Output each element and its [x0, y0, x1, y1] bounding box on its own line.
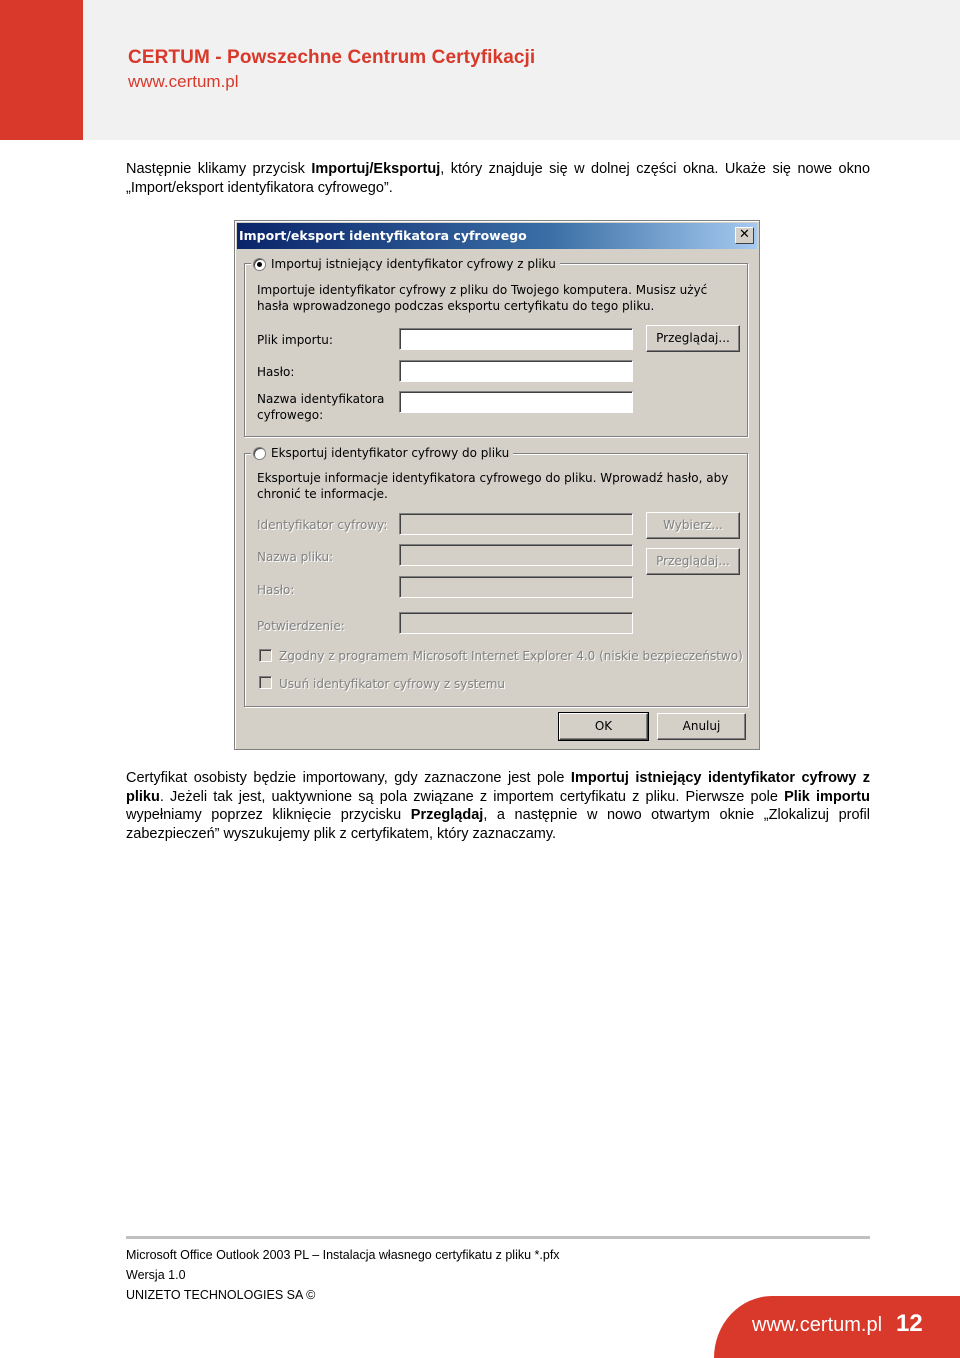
explanation-paragraph: [126, 769, 870, 843]
para2-text-2: . Jeżeli tak jest, uaktywnione są pola związane z importem certyfikatu z pliku. Pierwsze pole: [159, 788, 785, 805]
intro-paragraph: [126, 160, 870, 197]
export-confirm-label: Potwierdzenie:: [257, 619, 345, 633]
ie4-compat-checkbox: [259, 649, 272, 662]
export-radio-option[interactable]: [251, 446, 513, 460]
footer-corner-url: www.certum.pl: [752, 1314, 883, 1336]
export-password-field: [399, 576, 633, 598]
para2-text-4: , a następnie w nowo otwartym oknie „Zlokalizuj profil zabezpieczeń” wyszukujemy plik z certyfikatem, który zaznaczamy.: [126, 807, 870, 842]
export-id-label: Identyfikator cyfrowy:: [257, 518, 388, 532]
dialog-titlebar: [237, 223, 757, 249]
import-password-label: Hasło:: [257, 365, 295, 379]
footer-copyright: UNIZETO TECHNOLOGIES SA ©: [126, 1288, 316, 1302]
import-radio-label[interactable]: Importuj istniejący identyfikator cyfrowy z pliku: [271, 257, 556, 271]
footer-divider: [126, 1236, 870, 1239]
export-browse-button: Przeglądaj...: [646, 548, 740, 575]
page-header: [0, 0, 960, 140]
export-radio-label[interactable]: Eksportuj identyfikator cyfrowy do pliku: [271, 446, 510, 460]
export-filename-field: [399, 544, 633, 566]
import-name-label-1: Nazwa identyfikatora: [257, 392, 385, 406]
brand-url: www.certum.pl: [128, 72, 239, 91]
import-file-field[interactable]: [399, 328, 633, 350]
radio-unselected-icon[interactable]: [253, 447, 266, 460]
close-icon[interactable]: ✕: [735, 227, 754, 244]
import-radio-option[interactable]: [251, 257, 560, 271]
dialog-title: Import/eksport identyfikatora cyfrowego: [239, 228, 527, 243]
export-confirm-field: [399, 612, 633, 634]
export-description-2: chronić te informacje.: [257, 487, 388, 501]
para2-text-3: wypełniamy poprzez kliknięcie przycisku: [126, 807, 411, 823]
export-password-label: Hasło:: [257, 583, 295, 597]
para2-bold-1: Importuj istniejący identyfikator cyfrowy z pliku: [126, 770, 871, 805]
import-file-label: Plik importu:: [257, 333, 333, 347]
export-description-1: Eksportuje informacje identyfikatora cyfrowego do pliku. Wprowadź hasło, aby: [257, 471, 729, 485]
import-password-field[interactable]: [399, 360, 633, 382]
remove-id-label: Usuń identyfikator cyfrowy z systemu: [279, 677, 506, 691]
para2-text-1: Certyfikat osobisty będzie importowany, gdy zaznaczone jest pole: [126, 770, 571, 786]
para1-text-1: Następnie klikamy przycisk: [126, 161, 312, 177]
page-number: 12: [896, 1310, 923, 1337]
ie4-compat-label: Zgodny z programem Microsoft Internet Explorer 4.0 (niskie bezpieczeństwo): [279, 649, 743, 663]
cancel-button[interactable]: Anuluj: [657, 713, 746, 740]
import-name-label-2: cyfrowego:: [257, 408, 324, 422]
import-name-field[interactable]: [399, 391, 633, 413]
brand-title: CERTUM - Powszechne Centrum Certyfikacji: [128, 47, 536, 68]
import-description-2: hasła wprowadzonego podczas eksportu certyfikatu do tego pliku.: [257, 299, 655, 313]
footer-document-title: Microsoft Office Outlook 2003 PL – Instalacja własnego certyfikatu z pliku *.pfx: [126, 1248, 560, 1262]
import-browse-button[interactable]: Przeglądaj...: [646, 325, 740, 352]
export-id-field: [399, 513, 633, 535]
remove-id-checkbox: [259, 676, 272, 689]
header-red-band: [0, 0, 83, 140]
export-select-button: Wybierz...: [646, 512, 740, 539]
export-filename-label: Nazwa pliku:: [257, 550, 334, 564]
para1-bold-1: Importuj/Eksportuj: [311, 161, 441, 177]
ok-button[interactable]: OK: [559, 713, 648, 740]
para1-text-2: , który znajduje się w dolnej części okna. Ukaże się nowe okno „Import/eksport identyfikatora cyfrowego”.: [126, 161, 871, 196]
import-export-dialog: [234, 220, 760, 750]
para2-bold-2: Plik importu: [784, 788, 870, 805]
para2-bold-3: Przeglądaj: [410, 807, 484, 823]
radio-selected-icon[interactable]: [253, 258, 266, 271]
footer-version: Wersja 1.0: [126, 1268, 186, 1282]
import-description-1: Importuje identyfikator cyfrowy z pliku do Twojego komputera. Musisz użyć: [257, 283, 708, 297]
